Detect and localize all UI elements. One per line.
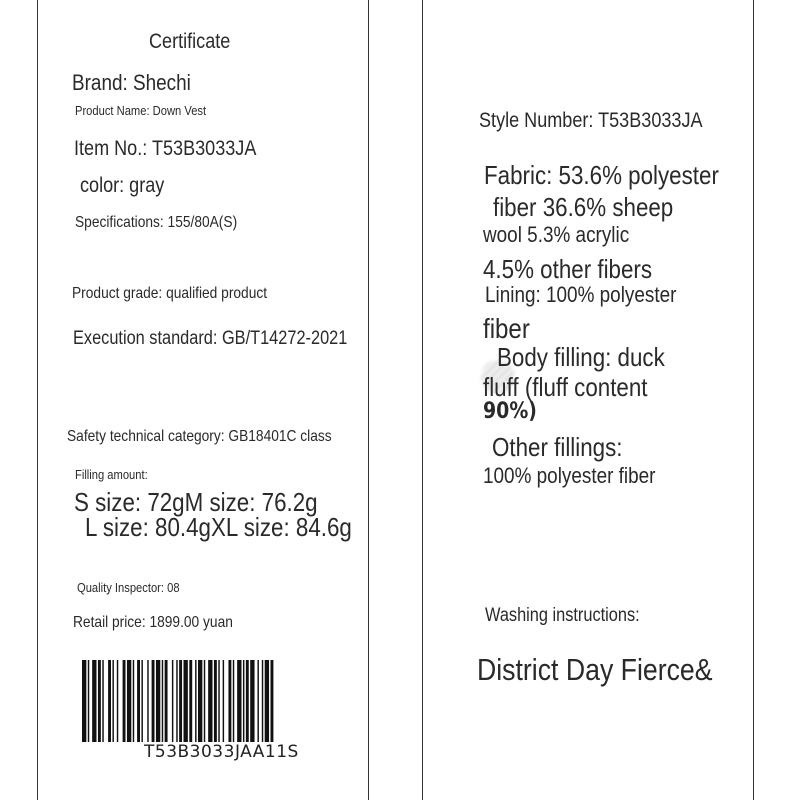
fabric-line-4: 4.5% other fibers — [483, 254, 653, 284]
item-number-text: Item No.: T53B3033JA — [74, 137, 257, 160]
barcode-bar — [243, 660, 244, 742]
body-filling-line-1: Body filling: duck — [497, 342, 665, 372]
barcode-bar — [82, 660, 86, 742]
style-number-text: Style Number: T53B3033JA — [479, 109, 703, 132]
body-filling-line-3: 90%) — [483, 399, 537, 424]
district-text: District Day Fierce& — [477, 652, 713, 687]
barcode-bar — [92, 660, 96, 742]
quality-inspector-text: Quality Inspector: 08 — [77, 580, 180, 595]
composition-label-panel — [422, 0, 754, 800]
barcode-bar — [172, 660, 173, 742]
fabric-line-2: fiber 36.6% sheep — [493, 192, 674, 222]
barcode-bar — [195, 660, 196, 742]
barcode-bar — [228, 660, 231, 742]
barcode-bar — [88, 660, 89, 742]
barcode-bar — [123, 660, 126, 742]
barcode-bar — [117, 660, 118, 742]
barcode-bar — [152, 660, 155, 742]
barcode-bar — [102, 660, 103, 742]
barcode-bar — [233, 660, 234, 742]
fabric-line-1: Fabric: 53.6% polyester — [484, 160, 719, 190]
barcode-bar — [133, 660, 134, 742]
barcode-bar — [147, 660, 148, 742]
barcode-bar — [108, 660, 111, 742]
filling-amount-line-2: L size: 80.4gXL size: 84.6g — [85, 512, 352, 542]
specifications-text: Specifications: 155/80A(S) — [75, 214, 238, 231]
barcode-bar — [112, 660, 113, 742]
barcode-bar — [98, 660, 101, 742]
barcode-bar — [141, 660, 142, 742]
barcode-bar — [246, 660, 249, 742]
product-grade-text: Product grade: qualified product — [72, 285, 268, 302]
execution-standard-text: Execution standard: GB/T14272-2021 — [73, 328, 348, 349]
barcode-bar — [208, 660, 212, 742]
lining-line-1: Lining: 100% polyester — [485, 282, 677, 307]
barcode-bar — [176, 660, 177, 742]
barcode-bar — [204, 660, 205, 742]
barcode-bar — [165, 660, 168, 742]
other-fillings-line-2: 100% polyester fiber — [483, 463, 656, 488]
color-text: color: gray — [80, 174, 165, 197]
lining-line-2: fiber — [483, 313, 530, 344]
barcode-image — [82, 660, 342, 742]
barcode-bar — [137, 660, 140, 742]
barcode-bar — [179, 660, 182, 742]
fabric-line-3: wool 5.3% acrylic — [483, 222, 630, 247]
body-filling-line-2: fluff (fluff content — [483, 372, 648, 402]
product-name-text: Product Name: Down Vest — [75, 103, 207, 118]
filling-amount-label: Filling amount: — [75, 467, 148, 482]
certificate-label-panel — [37, 0, 369, 800]
barcode-bar — [237, 660, 241, 742]
safety-category-text: Safety technical category: GB18401C class — [67, 428, 332, 445]
brand-text: Brand: Shechi — [72, 70, 191, 95]
barcode-bar — [257, 660, 258, 742]
barcode-bar — [156, 660, 160, 742]
barcode-bar — [262, 660, 263, 742]
barcode-bar — [265, 660, 269, 742]
barcode-bar — [218, 660, 219, 742]
other-fillings-line-1: Other fillings: — [492, 432, 623, 462]
barcode-bar — [271, 660, 274, 742]
barcode-bar — [223, 660, 224, 742]
barcode-bar — [214, 660, 217, 742]
washing-instructions-label: Washing instructions: — [485, 605, 640, 626]
barcode-bar — [162, 660, 163, 742]
certificate-title: Certificate — [149, 30, 231, 53]
barcode-bar — [189, 660, 192, 742]
filling-amount-line-1: S size: 72gM size: 76.2g — [74, 487, 318, 517]
barcode-bar — [127, 660, 131, 742]
barcode-bar — [250, 660, 254, 742]
barcode-number: T53B3033JAA11S — [144, 742, 299, 762]
retail-price-text: Retail price: 1899.00 yuan — [73, 614, 233, 631]
barcode-bar — [198, 660, 202, 742]
barcode-bar — [184, 660, 188, 742]
